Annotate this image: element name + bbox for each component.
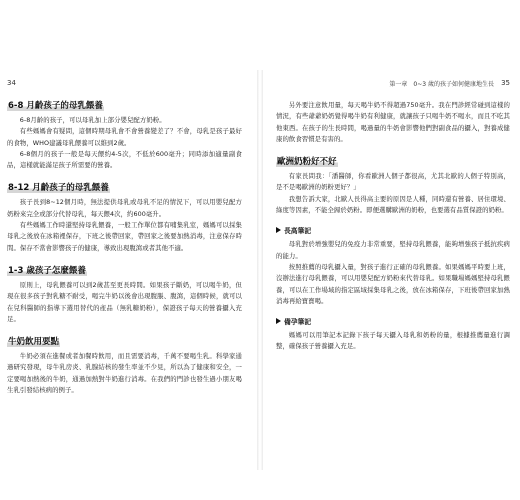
note-heading: 長高筆記 (276, 226, 510, 236)
paragraph: 牛奶必須在進餐或者加餐時飲用，而且需要消毒，千萬不要喝生乳。科學家通過研究發現，母牛乳房炎、乳腺結核的發生率並不少見，所以為了健康和安全，一定要喝加熱後的牛奶，通過加熱對牛奶進行消毒。在我們的門診也發生過小朋友喝生乳引發結核病的例子。 (7, 352, 242, 395)
section-heading: 6-8 月齡孩子的母乳餵養 (8, 101, 103, 111)
section-heading: 1-3 歲孩子怎麼餵養 (8, 265, 86, 276)
running-header: 第一章 0~3 歲的孩子如何健康地生長 (389, 81, 494, 88)
paragraph: 母乳對於增強嬰兒的免疫力非常重要，堅持母乳餵養，能夠增強孩子抵抗疾病的能力。 (276, 240, 510, 260)
paragraph: 有些媽媽會有疑問，這個時期母乳會不會營養變差了？不會，母乳是孩子最好的食物，WHO建議母乳餵養可以維到2歲。 (7, 127, 242, 147)
section-heading: 歐洲奶粉好不好 (277, 157, 337, 168)
note-heading: 備孕筆記 (276, 317, 510, 327)
page-number: 34 (7, 79, 16, 87)
paragraph: 有些媽媽工作時還堅持母乳餵養，一般工作單位都有哺集乳室，媽媽可以採集母乳之後放在冰箱裡保存，下班之後帶回家，帶回家之後要加熱消毒，注意保存時間。保存不當會影響孩子的健康，導致出現腹瀉或者其他不適。 (7, 221, 242, 252)
paragraph: 媽媽可以用筆記本記錄下孩子每天攝入母乳和奶粉的量，根據推薦量進行調整，確保孩子營養攝入充足。 (276, 331, 510, 351)
paragraph: 我想告訴大家，北歐人長得高主要的原因是人種，同時還有營養、居住環境、綠度等因素，不能全歸於奶粉。即便選購歐洲的奶粉，也要選有品質保證的奶粉。 (276, 194, 510, 215)
section-heading: 8-12 月齡孩子的母乳餵養 (8, 183, 109, 194)
section-heading: 牛奶飲用要點 (8, 337, 60, 348)
triangle-bullet-icon (276, 318, 281, 324)
paragraph: 另外要注意飲用量，每天喝牛奶不得超過750毫升。我在門診經常碰到這樣的情況，有些爺爺奶奶覺得喝牛奶有利健康，就讓孩子只喝牛奶不喝水，而且不吃其他東西。在孩子的生長時間，喝過量的牛奶會影響他們對副食品的攝入，對養成健康的飲食習慣是有害的。 (276, 101, 510, 143)
paragraph: 按照推薦的母乳攝入量，對孩子進行正確的母乳餵養。如果媽媽平時要上班，沒辦法進行母乳餵養，可以用嬰兒配方奶粉來代替母乳。如果職場媽媽堅持母乳餵養，可以在工作場域的指定區域採集母乳之後，放在冰箱保存，下班後帶回家加熱消毒再給寶寶喝。 (276, 262, 510, 305)
page-number: 35 (501, 79, 510, 87)
paragraph: 6-8個月的孩子一般是每天餵約4-5次，不低於600毫升；同時添加適量副食品，這樣就能滿足孩子所需要的營養。 (7, 149, 242, 170)
paragraph: 有家長問我：「潘醫師，你看歐洲人個子都很高，尤其北歐的人個子特別高，是不是喝歐洲的奶粉更好？」 (276, 172, 510, 192)
left-text-column (7, 100, 242, 396)
paragraph: 原則上，母乳餵養可以到2歲甚至更長時間。如果孩子斷奶，可以喝牛奶，但現在很多孩子對乳糖不耐受，喝完牛奶以後會出現腹脹、腹瀉，這個時候，就可以在兒科醫師的指導下選用替代的產品（無乳糖奶粉），保證孩子每天的營養攝入充足。 (7, 280, 242, 323)
triangle-bullet-icon (276, 227, 281, 233)
right-page (262, 0, 520, 500)
right-text-column (276, 100, 510, 353)
paragraph: 孩子長到8~12個月時，無法提供母乳或母乳不足的情況下，可以用嬰兒配方奶粉來完全或部分代替母乳，每天餵4次，約600毫升。 (7, 198, 242, 218)
paragraph: 6-8月齡的孩子，可以母乳加上部分嬰兒配方奶粉。 (19, 116, 166, 124)
left-page (0, 0, 258, 500)
